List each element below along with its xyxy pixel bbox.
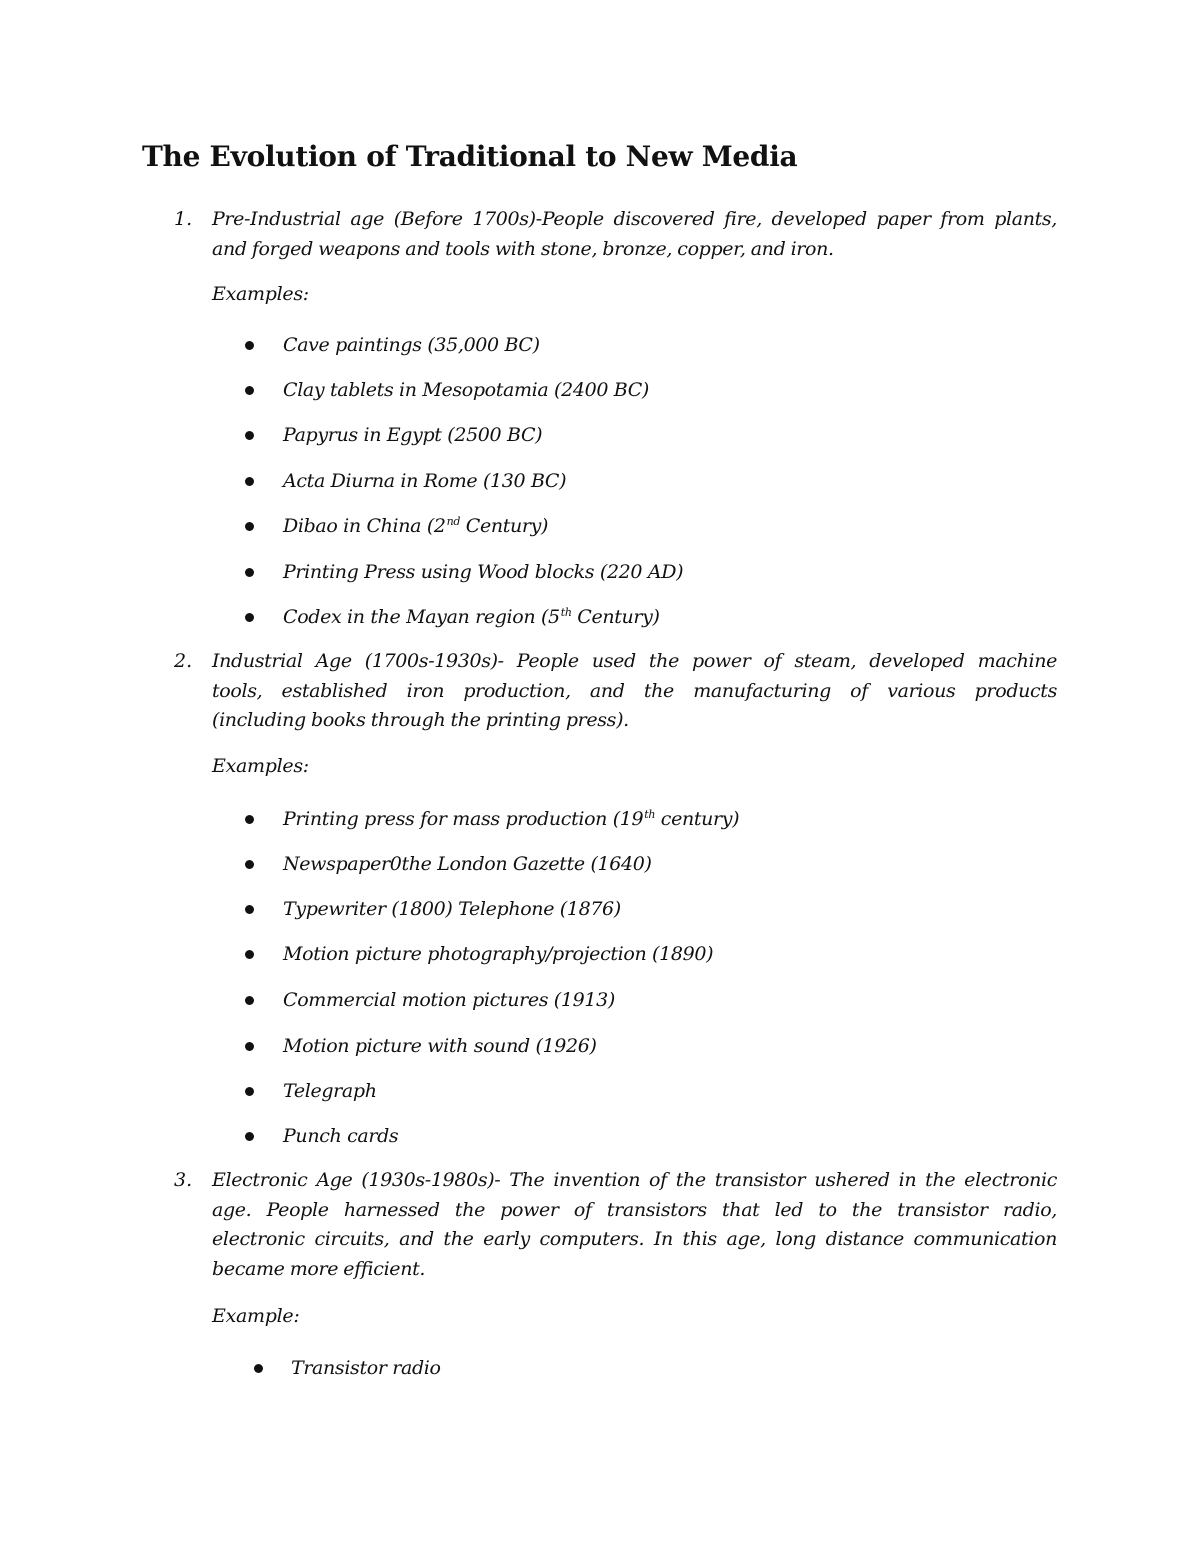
list-item [0, 939, 1200, 969]
section-number: 1. [174, 208, 193, 230]
bullet-icon [245, 431, 254, 440]
list-item-text-main: Dibao in China (2 [283, 515, 446, 537]
list-item [0, 1031, 1200, 1061]
superscript: nd [446, 515, 461, 528]
list-item [0, 985, 1200, 1015]
list-item [0, 602, 1200, 632]
examples-label: Examples: [212, 755, 309, 777]
list-item-text: Motion picture photography/projection (1890) [283, 943, 714, 965]
list-item-text: Cave paintings (35,000 BC) [283, 334, 540, 356]
superscript: th [644, 808, 656, 821]
list-item-text [283, 511, 548, 541]
list-item [0, 420, 1200, 450]
bullet-icon [245, 1042, 254, 1051]
section-paragraph [212, 205, 1057, 264]
list-item-text: Transistor radio [291, 1357, 441, 1379]
paragraph-line: Industrial Age (1700s-1930s)- People used the power of steam, developed machine [212, 650, 1057, 672]
list-item [0, 330, 1200, 360]
bullet-icon [245, 568, 254, 577]
list-item [0, 1353, 1200, 1383]
examples-label: Examples: [212, 283, 309, 305]
document-title: The Evolution of Traditional to New Media [142, 140, 798, 173]
list-item-text: Newspaper0the London Gazette (1640) [283, 853, 652, 875]
list-item-text-rest: Century) [460, 515, 549, 537]
list-item [0, 804, 1200, 834]
list-item-text [283, 602, 660, 632]
list-item-text: Commercial motion pictures (1913) [283, 989, 615, 1011]
list-item-text-rest: Century) [571, 606, 660, 628]
list-item-text-main: Codex in the Mayan region (5 [283, 606, 560, 628]
paragraph-line: and forged weapons and tools with stone, bronze, copper, and iron. [212, 237, 834, 260]
list-item-text: Typewriter (1800) Telephone (1876) [283, 898, 621, 920]
paragraph-line: became more efficient. [212, 1257, 426, 1280]
list-item [0, 511, 1200, 541]
list-item-text-rest: century) [655, 808, 740, 830]
bullet-icon [245, 341, 254, 350]
paragraph-line: tools, established iron production, and the manufacturing of various products [212, 679, 1057, 702]
paragraph-line: Pre-Industrial age (Before 1700s)-People discovered fire, developed paper from plants, [212, 208, 1057, 230]
section-number: 3. [174, 1169, 193, 1191]
bullet-icon [245, 860, 254, 869]
bullet-icon [245, 1132, 254, 1141]
list-item [0, 849, 1200, 879]
list-item-text: Printing Press using Wood blocks (220 AD) [283, 561, 684, 583]
list-item [0, 466, 1200, 496]
bullet-icon [254, 1364, 263, 1373]
bullet-icon [245, 815, 254, 824]
bullet-icon [245, 613, 254, 622]
bullet-icon [245, 996, 254, 1005]
paragraph-line: age. People harnessed the power of transistors that led to the transistor radio, [212, 1198, 1057, 1221]
list-item [0, 894, 1200, 924]
paragraph-line: (including books through the printing press). [212, 709, 629, 731]
list-item-text: Telegraph [283, 1080, 377, 1102]
bullet-icon [245, 1087, 254, 1096]
list-item [0, 1076, 1200, 1106]
list-item-text-main: Printing press for mass production (19 [283, 808, 644, 830]
bullet-icon [245, 950, 254, 959]
bullet-icon [245, 522, 254, 531]
bullet-icon [245, 905, 254, 914]
list-item [0, 375, 1200, 405]
section-number: 2. [174, 650, 193, 672]
section-paragraph [212, 647, 1057, 736]
list-item-text [283, 804, 739, 834]
paragraph-line: Electronic Age (1930s-1980s)- The invention of the transistor ushered in the electronic [212, 1169, 1057, 1191]
superscript: th [560, 606, 572, 619]
list-item-text: Punch cards [283, 1125, 399, 1147]
list-item-text: Motion picture with sound (1926) [283, 1035, 597, 1057]
list-item [0, 1121, 1200, 1151]
paragraph-line: electronic circuits, and the early computers. In this age, long distance communication [212, 1228, 1057, 1250]
section-paragraph [212, 1166, 1057, 1284]
list-item-text: Acta Diurna in Rome (130 BC) [283, 470, 567, 492]
list-item-text: Papyrus in Egypt (2500 BC) [283, 424, 543, 446]
bullet-icon [245, 477, 254, 486]
list-item-text: Clay tablets in Mesopotamia (2400 BC) [283, 379, 649, 401]
examples-label: Example: [212, 1305, 300, 1327]
list-item [0, 557, 1200, 587]
bullet-icon [245, 386, 254, 395]
